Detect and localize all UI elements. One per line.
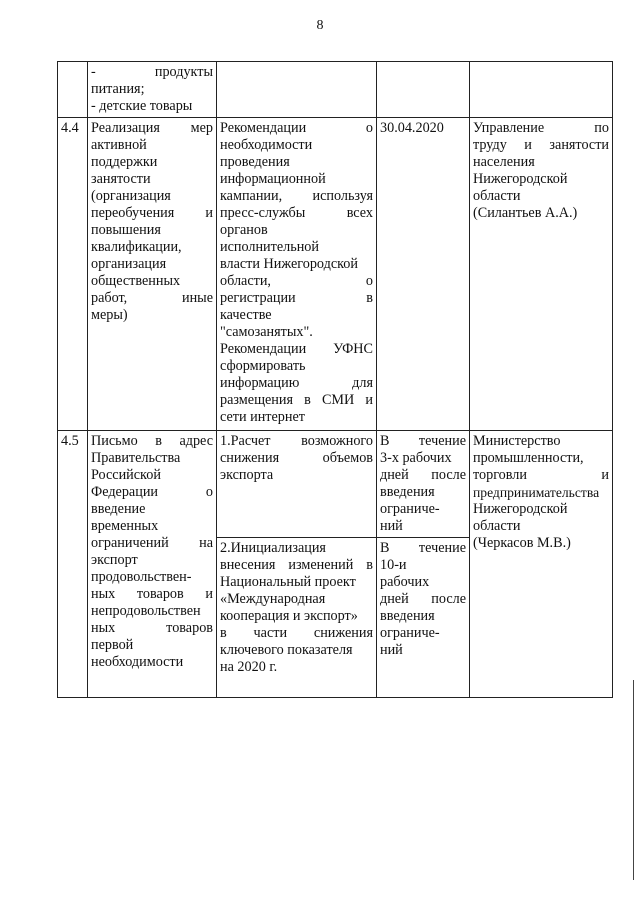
deadline-line: дней после — [380, 591, 466, 607]
responsible-line: торговли и — [473, 467, 609, 483]
measure-line: поддержки — [91, 154, 158, 170]
measure-line: ных товаров — [91, 620, 213, 636]
action-line: кампании, используя — [220, 188, 373, 204]
action-cell — [217, 118, 377, 431]
deadline-line: введения — [380, 608, 435, 624]
responsible-cell — [470, 62, 613, 118]
deadline-cell — [377, 431, 470, 538]
action-line: Рекомендации УФНС — [220, 341, 373, 357]
measure-line: переобучения и — [91, 205, 213, 221]
measure-line: общественных — [91, 273, 181, 289]
action-line: сформировать — [220, 358, 306, 374]
action-line: "самозанятых". — [220, 324, 313, 340]
action-line: кооперация и экспорт» — [220, 608, 358, 624]
measure-line: введение — [91, 501, 146, 517]
action-line: регистрации в — [220, 290, 373, 306]
action-cell — [217, 431, 377, 538]
responsible-line: области — [473, 518, 521, 534]
page-number: 8 — [316, 18, 324, 33]
action-line: 2.Инициализация — [220, 540, 326, 556]
measure-line: (организация — [91, 188, 171, 204]
measure-line: Российской — [91, 467, 161, 483]
action-line: исполнительной — [220, 239, 319, 255]
measure-line: повышения — [91, 222, 161, 238]
table-row-4-4 — [58, 118, 613, 431]
measure-line: квалификации, — [91, 239, 182, 255]
action-line: органов — [220, 222, 268, 238]
responsible-line: Нижегородской — [473, 171, 568, 187]
action-line: в части снижения — [220, 625, 373, 641]
action-cell — [217, 62, 377, 118]
action-line: качестве — [220, 307, 272, 323]
scan-edge-line — [633, 680, 634, 880]
row-number-cell: 4.4 — [58, 118, 88, 431]
measure-line: Письмо в адрес — [91, 433, 213, 449]
measure-line: занятости — [91, 171, 151, 187]
action-line: Рекомендации о — [220, 120, 373, 136]
table-row-4-5 — [58, 431, 613, 538]
responsible-line: труду и занятости — [473, 137, 609, 153]
responsible-line: области — [473, 188, 521, 204]
action-line: проведения — [220, 154, 290, 170]
measure-line: Правительства — [91, 450, 181, 466]
responsible-line: Управление по — [473, 120, 609, 136]
measures-table — [57, 61, 613, 698]
measure-cell — [88, 118, 217, 431]
responsible-line: промышленности, — [473, 450, 584, 466]
measure-line: непродовольствен — [91, 603, 201, 619]
responsible-cell — [470, 431, 613, 698]
row-number-cell: 4.5 — [58, 431, 88, 698]
responsible-line: (Силантьев А.А.) — [473, 205, 578, 221]
measure-line: Реализация мер — [91, 120, 213, 136]
deadline-line: 10-и — [380, 557, 407, 573]
responsible-cell — [470, 118, 613, 431]
action-line: Национальный проект — [220, 574, 356, 590]
measure-line: работ, иные — [91, 290, 213, 306]
responsible-line: населения — [473, 154, 535, 170]
deadline-line: 30.04.2020 — [380, 120, 444, 136]
action-line: на 2020 г. — [220, 659, 278, 675]
measure-line: - детские товары — [91, 98, 193, 114]
action-line: внесения изменений в — [220, 557, 373, 573]
table-row-continuation — [58, 62, 613, 118]
measure-line: питания; — [91, 81, 145, 97]
measure-line: меры) — [91, 307, 128, 323]
measure-line: временных — [91, 518, 159, 534]
action-line: сети интернет — [220, 409, 305, 425]
measure-line: необходимости — [91, 654, 184, 670]
action-line: экспорта — [220, 467, 274, 483]
action-line: информационной — [220, 171, 326, 187]
responsible-line: Министерство — [473, 433, 561, 449]
measure-line: продовольствен- — [91, 569, 192, 585]
deadline-line: рабочих — [380, 574, 430, 590]
deadline-cell — [377, 118, 470, 431]
measure-line: ных товаров и — [91, 586, 213, 602]
action-line: размещения в СМИ и — [220, 392, 373, 408]
measure-line: Федерации о — [91, 484, 213, 500]
responsible-line: Нижегородской — [473, 501, 568, 517]
measure-line: организация — [91, 256, 167, 272]
action-line: ключевого показателя — [220, 642, 353, 658]
deadline-cell — [377, 538, 470, 698]
responsible-line: предпринимательства — [473, 485, 600, 500]
action-line: власти Нижегородской — [220, 256, 358, 272]
action-line: информацию для — [220, 375, 373, 391]
action-line: необходимости — [220, 137, 313, 153]
measure-cell — [88, 62, 217, 118]
deadline-line: В течение — [380, 433, 466, 449]
measure-line: первой — [91, 637, 134, 653]
action-line: пресс-службы всех — [220, 205, 373, 221]
deadline-line: В течение — [380, 540, 466, 556]
measure-line: экспорт — [91, 552, 138, 568]
action-line: снижения объемов — [220, 450, 373, 466]
measure-line: ограничений на — [91, 535, 213, 551]
responsible-line: (Черкасов М.В.) — [473, 535, 571, 551]
action-line: области, о — [220, 273, 373, 289]
deadline-line: 3-х рабочих — [380, 450, 452, 466]
deadline-cell — [377, 62, 470, 118]
measure-line: активной — [91, 137, 147, 153]
deadline-line: ний — [380, 518, 403, 534]
deadline-line: ограниче- — [380, 625, 440, 641]
deadline-line: ограниче- — [380, 501, 440, 517]
deadline-line: ний — [380, 642, 403, 658]
deadline-line: дней после — [380, 467, 466, 483]
action-line: «Международная — [220, 591, 326, 607]
deadline-line: введения — [380, 484, 435, 500]
action-line: 1.Расчет возможного — [220, 433, 373, 449]
measure-line: - продукты — [91, 64, 213, 80]
row-number-cell — [58, 62, 88, 118]
action-cell — [217, 538, 377, 698]
measure-cell — [88, 431, 217, 698]
